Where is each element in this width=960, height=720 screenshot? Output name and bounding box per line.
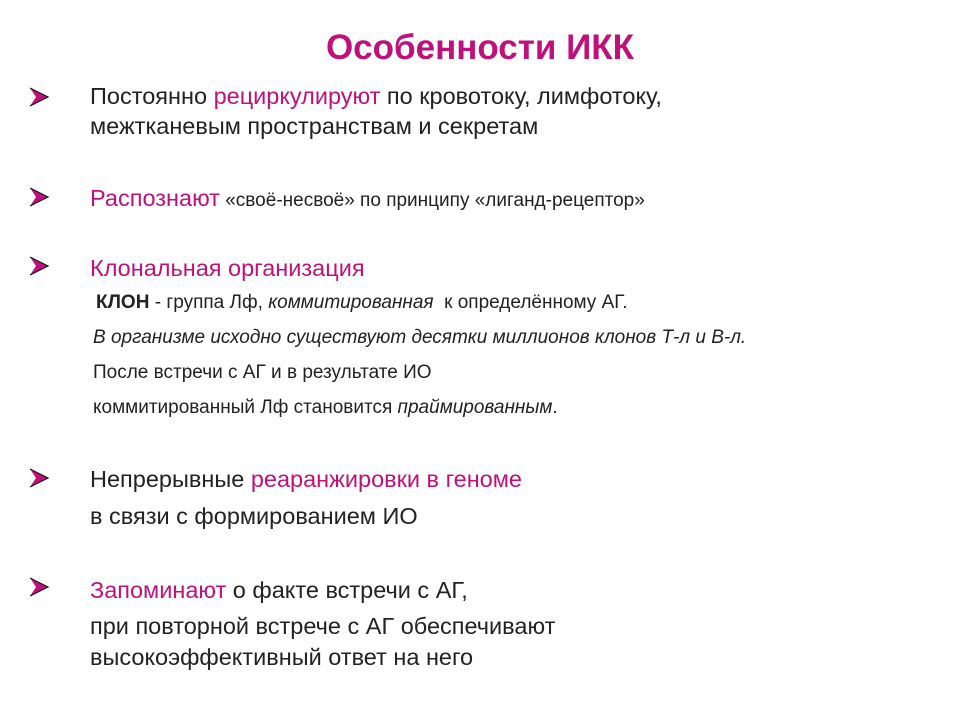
clone-def-plain: - группа Лф, [149,292,269,313]
item4-highlight: реаранжировки в геноме [250,466,522,492]
clone-term: КЛОН [96,292,150,313]
clone-def-tail: к определённому АГ. [433,292,628,313]
primed-tail: . [552,397,558,418]
item3-heading: Клональная организация [90,255,365,281]
item1-highlight: рециркулируют [213,83,381,109]
item5-rest: о факте встречи с АГ, [226,577,468,603]
item3-primed-line [93,393,558,423]
item1-line2: межтканевым пространствам и секретам [90,113,539,139]
arrow-chevron-bullet-icon [28,255,50,277]
item4-prefix: Непрерывные [90,466,251,492]
arrow-chevron-bullet-icon [28,576,50,598]
item2-line [90,182,645,216]
arrow-chevron-bullet-icon [28,86,50,108]
item5-highlight: Запоминают [90,577,227,603]
item5-line1 [90,574,468,606]
item1-line1 [90,80,662,112]
item4-line2: в связи с формированием ИО [90,503,418,529]
primed-plain: коммитированный Лф становится [93,397,398,418]
item4-line1 [90,463,522,495]
item1-rest: по кровотоку, лимфотоку, [380,83,662,109]
primed-italic: праймированным [397,397,553,418]
arrow-chevron-bullet-icon [28,467,50,489]
item1-prefix: Постоянно [90,83,214,109]
item3-after-meeting-line: После встречи с АГ и в результате ИО [93,362,432,383]
item5-line3: высокоэффективный ответ на него [90,644,474,670]
item3-clone-definition [96,288,628,318]
item5-line2: при повторной встрече с АГ обеспечивают [90,613,556,639]
slide-title: Особенности ИКК [325,28,635,67]
item3-organism-line: В организме исходно существуют десятки миллионов клонов Т-л и В-л. [93,327,747,348]
item2-highlight: Распознают [90,185,220,211]
clone-def-italic: коммитированная [268,292,434,313]
item2-rest: «своё-несвоё» по принципу «лиганд-рецептор» [219,190,645,211]
arrow-chevron-bullet-icon [28,186,50,208]
